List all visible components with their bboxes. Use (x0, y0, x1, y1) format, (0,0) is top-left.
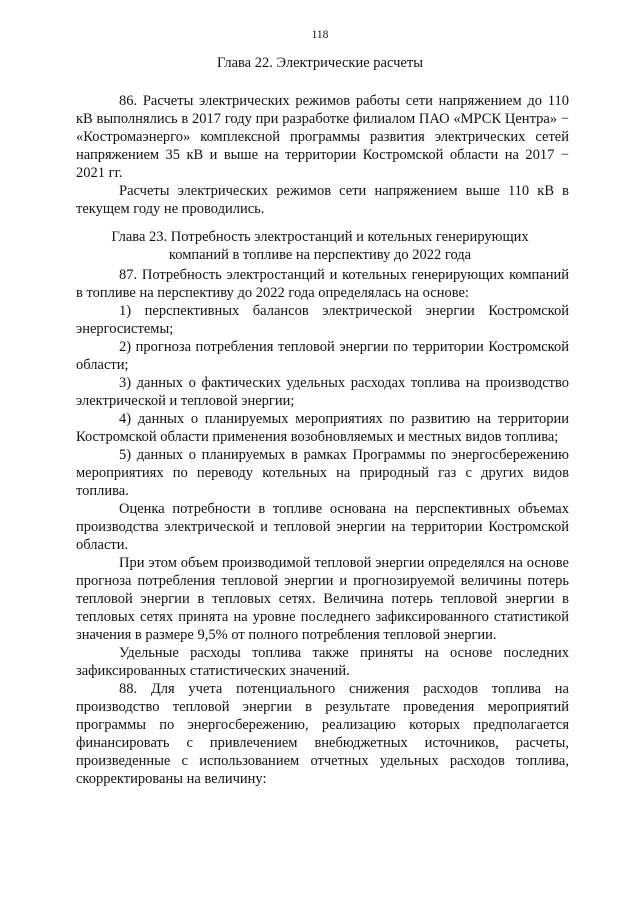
paragraph-fuel-estimate: Оценка потребности в топливе основана на перспективных объемах производства электрической и тепловой энергии на территории Костромской области. (76, 501, 569, 553)
list-item-3: 3) данных о фактических удельных расходах топлива на производство электрической и тепловой энергии; (76, 375, 569, 409)
paragraph-86: 86. Расчеты электрических режимов работы сети напряжением до 110 кВ выполнялись в 2017 году при разработке филиалом ПАО «МРСК Центра» − «Костромаэнерго» комплексной программы развития электрических сетей напряжением 35 кВ и выше на территории Костромской области на 2017 − 2021 гг. (76, 93, 569, 181)
paragraph-88: 88. Для учета потенциального снижения расходов топлива на производство тепловой энергии в результате проведения мероприятий программы по энергосбережению, реализацию которых предполагается финансировать с привлечением внебюджетных источников, расчеты, произведенные с использованием отчетных удельных расходов топлива, скорректированы на величину: (76, 681, 569, 787)
chapter-23-heading-line1: Глава 23. Потребность электростанций и котельных генерирующих (111, 229, 529, 245)
paragraph-87: 87. Потребность электростанций и котельных генерирующих компаний в топливе на перспективу до 2022 года определялась на основе: (76, 267, 569, 301)
list-item-1: 1) перспективных балансов электрической энергии Костромской энергосистемы; (76, 303, 569, 337)
paragraph-heat-losses: При этом объем производимой тепловой энергии определялся на основе прогноза потребления тепловой энергии и прогнозируемой величины потерь тепловой энергии в тепловых сетях. Величина потерь тепловой энергии в тепловых сетях принята на уровне последнего зафиксированного статистикой значения в размере 9,5% от полного потребления тепловой энергии. (76, 555, 569, 643)
list-item-2: 2) прогноза потребления тепловой энергии по территории Костромской области; (76, 339, 569, 373)
chapter-23-heading (60, 228, 580, 264)
paragraph-86-continued: Расчеты электрических режимов сети напряжением выше 110 кВ в текущем году не проводились. (76, 183, 569, 217)
paragraph-specific-consumption: Удельные расходы топлива также приняты на основе последних зафиксированных статистических значений. (76, 645, 569, 679)
page-number: 118 (311, 29, 329, 41)
chapter-23-body (76, 266, 569, 788)
chapter-23-heading-line2: компаний в топливе на перспективу до 2022 года (168, 247, 472, 263)
list-item-4: 4) данных о планируемых мероприятиях по развитию на территории Костромской области применения возобновляемых и местных видов топлива; (76, 411, 569, 445)
chapter-22-body (76, 92, 569, 218)
chapter-22-heading: Глава 22. Электрические расчеты (217, 55, 423, 71)
list-item-5: 5) данных о планируемых в рамках Программы по энергосбережению мероприятиях по переводу котельных на природный газ с других видов топлива. (76, 447, 569, 499)
